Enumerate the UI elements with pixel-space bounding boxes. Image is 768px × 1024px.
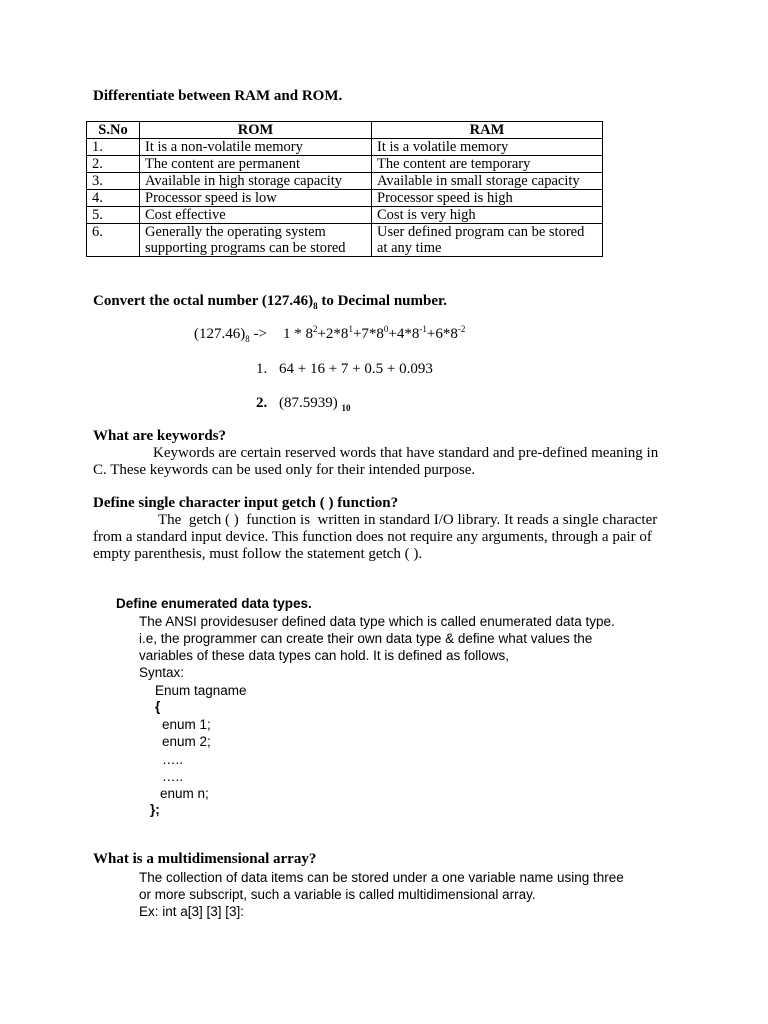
table-row bbox=[87, 207, 603, 224]
cell-sno: 2. bbox=[87, 156, 140, 173]
heading-text-end: to Decimal number. bbox=[317, 293, 448, 309]
decimal-result: (87.5939) bbox=[279, 395, 342, 411]
heading-octal-conversion bbox=[93, 293, 447, 310]
getch-line-1: The getch ( ) function is written in standard I/O library. It reads a single character bbox=[158, 512, 658, 528]
cell-sno: 3. bbox=[87, 173, 140, 190]
code-line: enum 1; bbox=[162, 717, 211, 732]
table-row bbox=[87, 190, 603, 207]
keywords-line-1: Keywords are certain reserved words that have standard and pre-defined meaning in bbox=[153, 445, 659, 461]
getch-line-3: empty parenthesis, must follow the statement getch ( ). bbox=[93, 546, 423, 562]
cell-sno: 4. bbox=[87, 190, 140, 207]
heading-text: Convert the octal number (127.46) bbox=[93, 293, 314, 309]
exponent: 0 bbox=[383, 324, 389, 334]
ram-rom-table bbox=[86, 121, 603, 257]
array-example: Ex: int a[3] [3] [3]: bbox=[139, 904, 245, 919]
step-2-text bbox=[279, 395, 351, 412]
code-line: }; bbox=[150, 802, 160, 817]
table-row bbox=[87, 224, 603, 257]
term: +4*8 bbox=[388, 326, 420, 342]
octal-expansion bbox=[194, 326, 465, 343]
cell-ram: Available in small storage capacity bbox=[372, 173, 603, 190]
table-row bbox=[87, 139, 603, 156]
term: 1 * 8 bbox=[282, 326, 313, 342]
heading-multidimensional-array: What is a multidimensional array? bbox=[93, 851, 317, 867]
syntax-label: Syntax: bbox=[139, 665, 185, 680]
octal-value: (127.46) bbox=[194, 326, 246, 342]
cell-sno: 5. bbox=[87, 207, 140, 224]
cell-rom: Available in high storage capacity bbox=[140, 173, 372, 190]
table-row bbox=[87, 156, 603, 173]
cell-rom: Processor speed is low bbox=[140, 190, 372, 207]
cell-sno: 6. bbox=[87, 224, 140, 257]
column-header-rom: ROM bbox=[140, 122, 372, 139]
table-header-row bbox=[87, 122, 603, 139]
heading-keywords: What are keywords? bbox=[93, 428, 227, 444]
code-line: { bbox=[155, 699, 161, 714]
exponent: 2 bbox=[312, 324, 318, 334]
exponent: -1 bbox=[419, 324, 427, 334]
enum-line-2: i.e, the programmer can create their own data type & define what values the bbox=[139, 631, 593, 646]
column-header-sno: S.No bbox=[87, 122, 140, 139]
arrow: -> bbox=[249, 326, 267, 342]
step-2-number: 2. bbox=[256, 395, 268, 411]
code-line: ….. bbox=[162, 769, 184, 784]
code-line: enum 2; bbox=[162, 734, 211, 749]
term: +6*8 bbox=[426, 326, 458, 342]
cell-sno: 1. bbox=[87, 139, 140, 156]
cell-rom: Cost effective bbox=[140, 207, 372, 224]
exponent: -2 bbox=[457, 324, 466, 334]
term: +7*8 bbox=[352, 326, 384, 342]
heading-ram-rom: Differentiate between RAM and ROM. bbox=[93, 88, 343, 104]
heading-enumerated: Define enumerated data types. bbox=[116, 596, 312, 611]
array-line-2: or more subscript, such a variable is called multidimensional array. bbox=[139, 887, 536, 902]
keywords-line-2: C. These keywords can be used only for their intended purpose. bbox=[93, 462, 476, 478]
cell-rom: The content are permanent bbox=[140, 156, 372, 173]
step-1-text: 64 + 16 + 7 + 0.5 + 0.093 bbox=[279, 361, 433, 377]
cell-ram: User defined program can be stored at any time bbox=[372, 224, 603, 257]
base-subscript: 10 bbox=[341, 403, 351, 413]
array-line-1: The collection of data items can be stored under a one variable name using three bbox=[139, 870, 624, 885]
code-line: ….. bbox=[162, 752, 184, 767]
getch-line-2: from a standard input device. This function does not require any arguments, through a pair of bbox=[93, 529, 652, 545]
column-header-ram: RAM bbox=[372, 122, 603, 139]
base-subscript: 8 bbox=[245, 334, 250, 344]
cell-ram: It is a volatile memory bbox=[372, 139, 603, 156]
cell-rom: It is a non-volatile memory bbox=[140, 139, 372, 156]
cell-ram: The content are temporary bbox=[372, 156, 603, 173]
enum-line-1: The ANSI providesuser defined data type which is called enumerated data type. bbox=[139, 614, 615, 629]
step-1-number: 1. bbox=[256, 361, 268, 377]
enum-line-3: variables of these data types can hold. It is defined as follows, bbox=[139, 648, 509, 663]
heading-getch: Define single character input getch ( ) function? bbox=[93, 495, 399, 511]
term: +2*8 bbox=[317, 326, 349, 342]
table-row bbox=[87, 173, 603, 190]
cell-ram: Processor speed is high bbox=[372, 190, 603, 207]
cell-ram: Cost is very high bbox=[372, 207, 603, 224]
exponent: 1 bbox=[348, 324, 353, 334]
cell-rom: Generally the operating system supporting programs can be stored bbox=[140, 224, 372, 257]
base-subscript: 8 bbox=[313, 301, 318, 311]
code-line: Enum tagname bbox=[155, 683, 247, 698]
code-line: enum n; bbox=[160, 786, 209, 801]
